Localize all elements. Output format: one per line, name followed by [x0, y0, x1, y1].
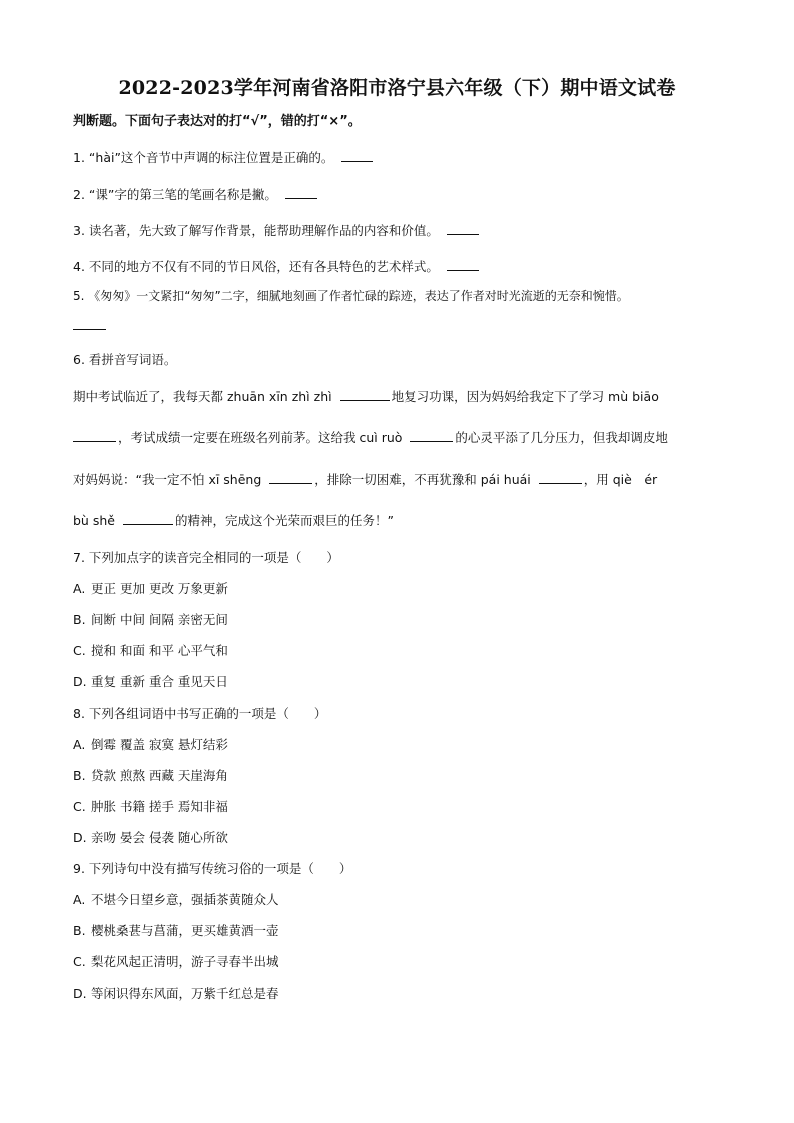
q9-option-d[interactable] — [73, 984, 279, 1002]
question-number: 4. — [73, 259, 85, 274]
answer-blank[interactable] — [340, 399, 390, 401]
q9-option-c[interactable] — [73, 952, 279, 970]
question-text: 读名著，先大致了解写作背景，能帮助理解作品的内容和价值。 — [88, 223, 439, 238]
option-text: 亲吻 晏会 侵袭 随心所欲 — [91, 830, 228, 845]
page-title: 2022-2023学年河南省洛阳市洛宁县六年级（下）期中语文试卷 — [118, 77, 676, 99]
q6-line-2 — [73, 428, 668, 446]
question-3 — [73, 221, 481, 239]
question-5 — [73, 287, 629, 304]
question-number: 3. — [73, 223, 85, 238]
q7-option-c[interactable] — [73, 641, 228, 659]
option-text: 更正 更加 更改 万象更新 — [91, 581, 228, 596]
q7-option-a[interactable] — [73, 579, 228, 597]
q8-option-c[interactable] — [73, 797, 228, 815]
question-text: 《匆匆》一文紧扣“匆匆”二字，细腻地刻画了作者忙碌的踪迹，表达了作者对时光流逝的无奈和惋惜。 — [88, 289, 629, 303]
question-text: 看拼音写词语。 — [88, 352, 177, 367]
option-text: 梨花风起正清明，游子寻春半出城 — [91, 954, 279, 969]
option-letter: B. — [73, 923, 86, 938]
question-number: 1. — [73, 150, 85, 165]
option-text: 不堪今日望乡意，强插茶黄随众人 — [91, 892, 279, 907]
passage-text: ，用 qiè ér — [583, 472, 658, 487]
passage-text: ，考试成绩一定要在班级名列前茅。这给我 cuì ruò — [118, 430, 403, 445]
q6-line-4 — [73, 511, 394, 529]
answer-blank[interactable] — [73, 328, 106, 330]
question-number: 2. — [73, 187, 85, 202]
option-text: 等闲识得东风面，万紫千红总是春 — [91, 986, 279, 1001]
answer-blank[interactable] — [447, 269, 479, 271]
section-heading: 判断题。下面句子表达对的打“√”，错的打“×”。 — [73, 114, 361, 129]
passage-text: 对妈妈说：“我一定不怕 xī shēng — [73, 472, 262, 487]
option-letter: B. — [73, 768, 86, 783]
option-letter: A. — [73, 892, 86, 907]
answer-blank[interactable] — [447, 233, 479, 235]
answer-blank[interactable] — [269, 482, 312, 484]
q6-line-3 — [73, 470, 657, 488]
option-text: 肿胀 书籍 搓手 焉知非福 — [91, 799, 228, 814]
question-number: 6. — [73, 352, 85, 367]
question-5-blank-line — [73, 318, 108, 333]
option-letter: C. — [73, 799, 86, 814]
question-2 — [73, 185, 319, 203]
option-text: 间断 中间 间隔 亲密无间 — [91, 612, 228, 627]
q8-option-d[interactable] — [73, 828, 228, 846]
question-9-stem: 9. 下列诗句中没有描写传统习俗的一项是（ ） — [73, 861, 352, 876]
question-7-stem: 7. 下列加点字的读音完全相同的一项是（ ） — [73, 550, 339, 565]
question-8-stem: 8. 下列各组词语中书写正确的一项是（ ） — [73, 706, 327, 721]
q7-option-b[interactable] — [73, 610, 228, 628]
answer-blank[interactable] — [341, 160, 373, 162]
answer-blank[interactable] — [73, 440, 116, 442]
q8-option-b[interactable] — [73, 766, 228, 784]
option-letter: A. — [73, 581, 86, 596]
option-letter: D. — [73, 674, 87, 689]
passage-text: 地复习功课，因为妈妈给我定下了学习 mù biāo — [391, 389, 659, 404]
question-1 — [73, 148, 375, 166]
answer-blank[interactable] — [285, 197, 317, 199]
option-text: 倒霉 覆盖 寂寞 悬灯结彩 — [91, 737, 228, 752]
q9-option-b[interactable] — [73, 921, 279, 939]
q8-option-a[interactable] — [73, 735, 228, 753]
option-letter: D. — [73, 830, 87, 845]
option-text: 搅和 和面 和平 心平气和 — [91, 643, 228, 658]
q9-option-a[interactable] — [73, 890, 279, 908]
option-text: 贷款 煎熬 西藏 天崖海角 — [91, 768, 228, 783]
option-text: 樱桃桑葚与菖蒲，更买雄黄酒一壶 — [91, 923, 279, 938]
passage-text: ，排除一切困难，不再犹豫和 pái huái — [314, 472, 531, 487]
option-letter: B. — [73, 612, 86, 627]
question-text: 不同的地方不仅有不同的节日风俗，还有各具特色的艺术样式。 — [88, 259, 439, 274]
question-4 — [73, 257, 481, 275]
answer-blank[interactable] — [539, 482, 582, 484]
q7-option-d[interactable] — [73, 672, 228, 690]
option-letter: D. — [73, 986, 87, 1001]
question-number: 5. — [73, 289, 85, 303]
passage-text: bù shě — [73, 513, 115, 528]
question-6-prompt — [73, 350, 176, 368]
passage-text: 的精神，完成这个光荣而艰巨的任务！” — [174, 513, 394, 528]
q6-line-1 — [73, 387, 659, 405]
question-text: “hài”这个音节中声调的标注位置是正确的。 — [88, 150, 334, 165]
passage-text: 期中考试临近了，我每天都 zhuān xīn zhì zhì — [73, 389, 332, 404]
question-text: “课”字的第三笔的笔画名称是撇。 — [88, 187, 277, 202]
option-letter: A. — [73, 737, 86, 752]
option-letter: C. — [73, 643, 86, 658]
passage-text: 的心灵平添了几分压力，但我却调皮地 — [455, 430, 668, 445]
option-letter: C. — [73, 954, 86, 969]
option-text: 重复 重新 重合 重见天日 — [91, 674, 228, 689]
answer-blank[interactable] — [410, 440, 453, 442]
answer-blank[interactable] — [123, 523, 173, 525]
